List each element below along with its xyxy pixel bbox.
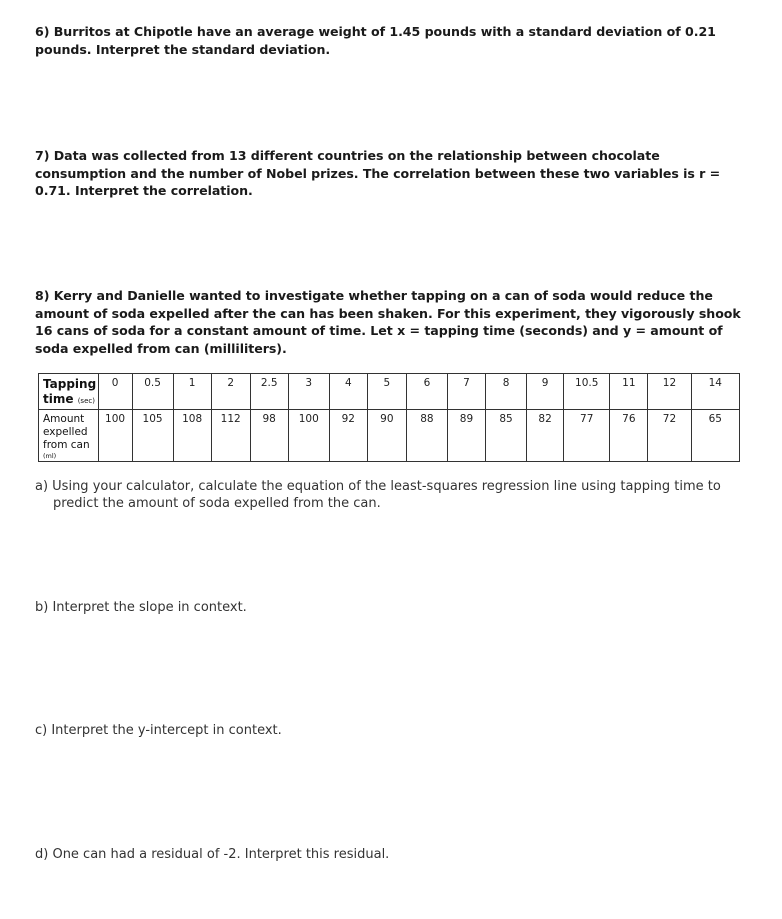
x-value-cell: 8 — [486, 374, 527, 410]
part-d: d) One can had a residual of -2. Interpret this residual. — [35, 847, 390, 862]
y-value-cell: 65 — [691, 410, 739, 462]
x-value-cell: 2.5 — [250, 374, 288, 410]
y-value-cell: 112 — [211, 410, 250, 462]
y-value-cell: 100 — [288, 410, 329, 462]
y-header-cell — [39, 410, 99, 462]
question-7: 7) Data was collected from 13 different countries on the relationship between chocolate consumption and the number of Nobel prizes. The correlation between these two variables is r = 0.71. Interpret the correlation. — [35, 148, 721, 198]
x-value-cell: 11 — [610, 374, 648, 410]
question-6: 6) Burritos at Chipotle have an average weight of 1.45 pounds with a standard deviation of 0.21 pounds. Interpret the standard deviation. — [35, 24, 716, 57]
x-header-line1: Tapping — [43, 377, 97, 391]
y-value-cell: 76 — [610, 410, 648, 462]
y-unit: (ml) — [43, 452, 57, 460]
part-a: a) Using your calculator, calculate the equation of the least-squares regression line using tapping time to predict the amount of soda expelled from the can. — [35, 479, 721, 511]
table-row-y — [39, 410, 740, 462]
x-value-cell: 2 — [211, 374, 250, 410]
y-value-cell: 72 — [648, 410, 691, 462]
part-b: b) Interpret the slope in context. — [35, 600, 247, 615]
x-header-line2: time — [43, 392, 74, 406]
x-value-cell: 14 — [691, 374, 739, 410]
x-unit: (sec) — [77, 397, 95, 405]
x-value-cell: 3 — [288, 374, 329, 410]
question-8: 8) Kerry and Danielle wanted to investigate whether tapping on a can of soda would reduce the amount of soda expelled after the can has been shaken. For this experiment, they vigorously shook 16 cans of soda for a constant amount of time. Let x = tapping time (seconds) and y = amount of soda expelled from can (milliliters). — [35, 288, 741, 356]
y-value-cell: 85 — [486, 410, 527, 462]
x-header-cell — [39, 374, 99, 410]
data-table — [38, 373, 740, 462]
y-value-cell: 89 — [447, 410, 485, 462]
y-value-cell: 108 — [173, 410, 211, 462]
x-value-cell: 0 — [98, 374, 132, 410]
y-value-cell: 100 — [98, 410, 132, 462]
x-value-cell: 0.5 — [132, 374, 173, 410]
x-value-cell: 9 — [527, 374, 564, 410]
y-value-cell: 77 — [564, 410, 610, 462]
y-value-cell: 82 — [527, 410, 564, 462]
x-value-cell: 7 — [447, 374, 485, 410]
part-c: c) Interpret the y-intercept in context. — [35, 723, 282, 738]
x-value-cell: 6 — [406, 374, 447, 410]
x-value-cell: 1 — [173, 374, 211, 410]
y-value-cell: 98 — [250, 410, 288, 462]
y-header: Amount expelled from can — [43, 413, 90, 451]
table-row-x — [39, 374, 740, 410]
y-value-cell: 92 — [329, 410, 367, 462]
y-value-cell: 88 — [406, 410, 447, 462]
x-value-cell: 12 — [648, 374, 691, 410]
x-value-cell: 4 — [329, 374, 367, 410]
y-value-cell: 90 — [367, 410, 406, 462]
y-value-cell: 105 — [132, 410, 173, 462]
x-value-cell: 10.5 — [564, 374, 610, 410]
x-value-cell: 5 — [367, 374, 406, 410]
